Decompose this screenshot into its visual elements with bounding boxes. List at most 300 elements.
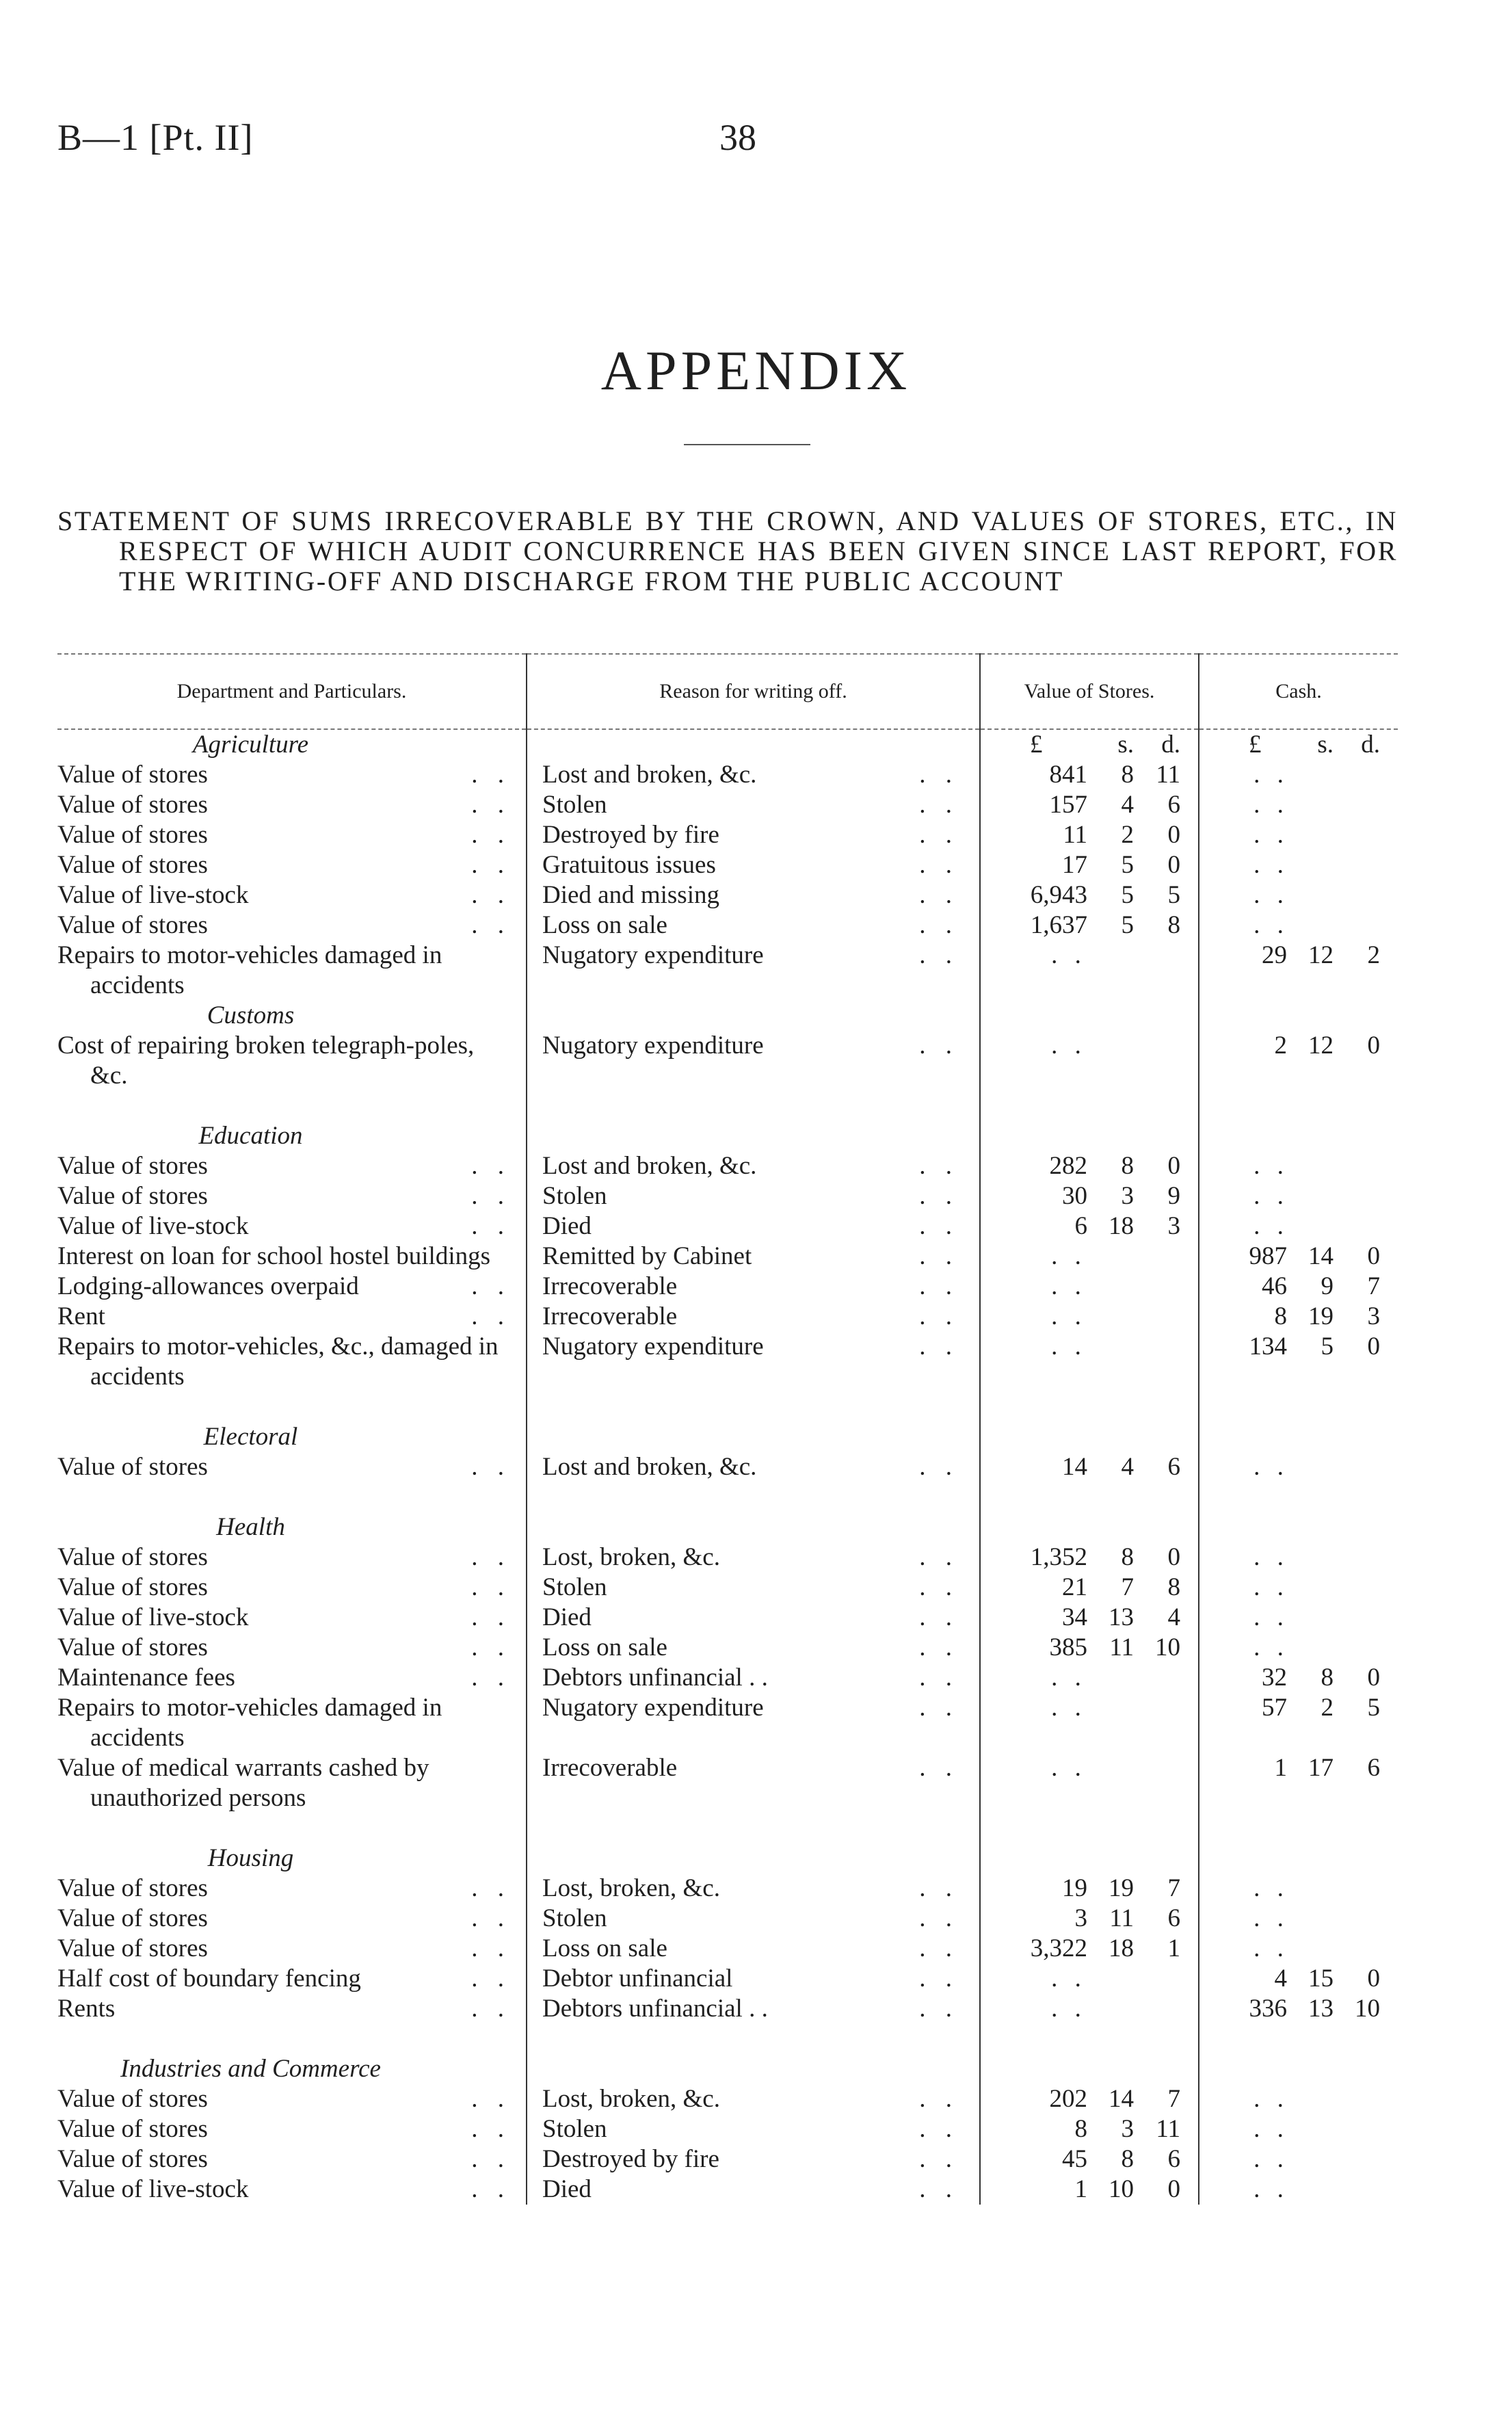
pence: 0 — [1367, 1332, 1380, 1361]
cash-value — [1199, 1181, 1398, 1211]
stores-value — [980, 760, 1199, 790]
pence: 10 — [1355, 1995, 1380, 2023]
pounds: 34 — [1062, 1603, 1087, 1631]
particular-cell — [57, 760, 527, 790]
empty-cell — [527, 1843, 980, 1874]
reason: Nugatory expenditure — [542, 941, 764, 969]
reason: Nugatory expenditure — [542, 1694, 764, 1722]
pence: 5 — [1367, 1694, 1380, 1722]
table-row — [57, 1994, 1398, 2024]
empty-cell — [527, 1813, 980, 1843]
column-header-value: Value of Stores. — [980, 654, 1199, 729]
leader-dots: . . — [471, 1664, 511, 1692]
pounds: 29 — [1262, 941, 1287, 969]
department-heading-row — [57, 1512, 1398, 1542]
leader-dots: . . — [919, 2175, 959, 2203]
stores-value-amount — [981, 1904, 1198, 1934]
spacer-row — [57, 1813, 1398, 1843]
cash-value-dots: . . — [1254, 2085, 1289, 2113]
leader-dots: . . — [919, 1603, 959, 1631]
leader-dots: . . — [471, 881, 511, 909]
cash-value-amount — [1199, 1693, 1398, 1723]
shillings: 7 — [1121, 1573, 1134, 1601]
cash-value-dots: . . — [1254, 821, 1289, 849]
particular: Interest on loan for school hostel buildings — [57, 1242, 491, 1270]
particular: Value of stores — [57, 2085, 208, 2113]
empty-cell — [980, 1392, 1199, 1422]
stores-value — [980, 1573, 1199, 1603]
particular-cell — [57, 941, 527, 1001]
shillings: 12 — [1308, 1031, 1334, 1060]
table-row — [57, 1753, 1398, 1813]
stores-value — [980, 1693, 1199, 1753]
cash-value-dots: . . — [1254, 1603, 1289, 1631]
particular-cell — [57, 1603, 527, 1633]
particular: Rents — [57, 1995, 116, 2023]
cash-value-amount — [1199, 1241, 1398, 1272]
pounds: 17 — [1062, 851, 1087, 879]
pence: 0 — [1167, 821, 1180, 849]
table-row — [57, 760, 1398, 790]
department-name: Agriculture — [57, 729, 527, 760]
department-name: Electoral — [57, 1422, 527, 1452]
leader-dots: . . — [919, 791, 959, 819]
particular: Value of stores — [57, 851, 208, 879]
stores-value — [980, 850, 1199, 880]
shillings: 18 — [1109, 1934, 1134, 1962]
cash-value — [1199, 820, 1398, 850]
leader-dots: . . — [471, 821, 511, 849]
reason: Debtor unfinancial — [542, 1964, 733, 1993]
stores-value-amount — [981, 1211, 1198, 1241]
stores-value — [980, 1663, 1199, 1693]
stores-value-amount — [981, 820, 1198, 850]
pounds: 8 — [1074, 2115, 1087, 2143]
particular-cell — [57, 880, 527, 910]
currency-units-cash — [1199, 1001, 1398, 1031]
cash-value-dots: . . — [1254, 761, 1289, 789]
shillings: 5 — [1121, 881, 1134, 909]
reason: Nugatory expenditure — [542, 1031, 764, 1060]
particular: Value of stores — [57, 2115, 208, 2143]
department-heading-row — [57, 1001, 1398, 1031]
leader-dots: . . — [471, 1934, 511, 1962]
particular: Value of stores — [57, 1573, 208, 1601]
empty-cell — [527, 1512, 980, 1542]
table-row — [57, 2174, 1398, 2205]
particular-cell — [57, 820, 527, 850]
cash-value-dots: . . — [1254, 2175, 1289, 2203]
shillings: 19 — [1109, 1874, 1134, 1902]
reason: Died — [542, 2175, 592, 2203]
table-row — [57, 1874, 1398, 1904]
reason: Died — [542, 1603, 592, 1631]
table-row — [57, 910, 1398, 941]
particular-cell — [57, 910, 527, 941]
empty-cell — [527, 1001, 980, 1031]
leader-dots: . . — [919, 1031, 959, 1060]
page-title: APPENDIX — [600, 339, 912, 402]
reason-cell — [527, 1603, 980, 1633]
reason-cell — [527, 1904, 980, 1934]
stores-value — [980, 1241, 1199, 1272]
empty-cell — [57, 1392, 527, 1422]
pounds: 841 — [1049, 761, 1087, 789]
table-row — [57, 1542, 1398, 1573]
particular: Value of stores — [57, 1182, 208, 1210]
leader-dots: . . — [471, 761, 511, 789]
particular-cell — [57, 1272, 527, 1302]
statement-heading — [57, 506, 1398, 596]
cash-value — [1199, 941, 1398, 1001]
reason-cell — [527, 1332, 980, 1392]
currency-unit-shilling: s. — [1317, 731, 1334, 759]
particular-cell — [57, 1964, 527, 1994]
particular: Cost of repairing broken telegraph-poles, &c. — [57, 1031, 475, 1090]
reason-cell — [527, 1753, 980, 1813]
table-row — [57, 1241, 1398, 1272]
leader-dots: . . — [919, 1904, 959, 1932]
particular: Repairs to motor-vehicles damaged in accidents — [57, 1694, 442, 1752]
department-heading-row — [57, 2054, 1398, 2084]
pounds: 3,322 — [1030, 1934, 1087, 1962]
particular: Repairs to motor-vehicles damaged in accidents — [57, 941, 442, 999]
particular-cell — [57, 1934, 527, 1964]
leader-dots: . . — [471, 1302, 511, 1330]
leader-dots: . . — [471, 1633, 511, 1661]
pounds: 987 — [1249, 1242, 1287, 1270]
reason: Died and missing — [542, 881, 719, 909]
particular-cell — [57, 1332, 527, 1392]
reason-cell — [527, 2114, 980, 2144]
particular: Value of stores — [57, 1543, 208, 1571]
cash-value — [1199, 910, 1398, 941]
stores-value-dots: . . — [1051, 1242, 1087, 1270]
particular: Value of stores — [57, 821, 208, 849]
reason-cell — [527, 2144, 980, 2174]
stores-value — [980, 1874, 1199, 1904]
currency-units-value — [980, 1843, 1199, 1874]
empty-cell — [57, 1482, 527, 1512]
table-row — [57, 1693, 1398, 1753]
leader-dots: . . — [919, 941, 959, 969]
shillings: 13 — [1308, 1995, 1334, 2023]
stores-value-amount — [981, 1603, 1198, 1633]
table-row — [57, 1964, 1398, 1994]
cash-value — [1199, 1211, 1398, 1241]
table-row — [57, 1211, 1398, 1241]
stores-value-amount — [981, 1633, 1198, 1663]
empty-cell — [527, 729, 980, 760]
currency-units — [981, 730, 1198, 760]
table-row — [57, 1934, 1398, 1964]
leader-dots: . . — [471, 1573, 511, 1601]
leader-dots: . . — [471, 2085, 511, 2113]
leader-dots: . . — [919, 1272, 959, 1300]
reason: Irrecoverable — [542, 1272, 678, 1300]
empty-cell — [527, 2054, 980, 2084]
cash-value-amount — [1199, 1994, 1398, 2024]
cash-value — [1199, 1302, 1398, 1332]
shillings: 11 — [1109, 1904, 1134, 1932]
empty-cell — [1199, 2024, 1398, 2054]
department-heading-row — [57, 1121, 1398, 1151]
pounds: 21 — [1062, 1573, 1087, 1601]
department-heading-row — [57, 1843, 1398, 1874]
reason-cell — [527, 1031, 980, 1091]
table-row — [57, 1181, 1398, 1211]
particular-cell — [57, 1994, 527, 2024]
currency-units-value — [980, 1422, 1199, 1452]
stores-value — [980, 1272, 1199, 1302]
shillings: 8 — [1121, 1152, 1134, 1180]
reason-cell — [527, 1452, 980, 1482]
stores-value — [980, 1603, 1199, 1633]
table-row — [57, 1603, 1398, 1633]
pounds: 6,943 — [1030, 881, 1087, 909]
leader-dots: . . — [919, 821, 959, 849]
particular-cell — [57, 850, 527, 880]
cash-value — [1199, 1964, 1398, 1994]
cash-value-dots: . . — [1254, 911, 1289, 939]
cash-value-amount — [1199, 1272, 1398, 1302]
page-number: 38 — [719, 117, 756, 158]
currency-unit-pence: d. — [1161, 731, 1180, 759]
stores-value — [980, 910, 1199, 941]
pounds: 1,637 — [1030, 911, 1087, 939]
leader-dots: . . — [919, 881, 959, 909]
pence: 3 — [1167, 1212, 1180, 1240]
particular-cell — [57, 1151, 527, 1181]
cash-value — [1199, 1934, 1398, 1964]
stores-value — [980, 1031, 1199, 1091]
table-row — [57, 1302, 1398, 1332]
shillings: 11 — [1109, 1633, 1134, 1661]
leader-dots: . . — [471, 2175, 511, 2203]
cash-value — [1199, 1633, 1398, 1663]
pence: 7 — [1167, 2085, 1180, 2113]
particular: Value of stores — [57, 2145, 208, 2173]
reason-cell — [527, 850, 980, 880]
reason-cell — [527, 2084, 980, 2114]
pence: 0 — [1367, 1664, 1380, 1692]
cash-value — [1199, 2174, 1398, 2205]
cash-value — [1199, 1452, 1398, 1482]
empty-cell — [57, 1813, 527, 1843]
reason: Gratuitous issues — [542, 851, 716, 879]
cash-value — [1199, 790, 1398, 820]
cash-value-dots: . . — [1254, 1453, 1289, 1481]
pence: 4 — [1167, 1603, 1180, 1631]
stores-value — [980, 2114, 1199, 2144]
cash-value-amount — [1199, 1302, 1398, 1332]
reason: Stolen — [542, 791, 607, 819]
stores-value-dots: . . — [1051, 1031, 1087, 1060]
stores-value-amount — [981, 1542, 1198, 1573]
pence: 10 — [1155, 1633, 1180, 1661]
reason: Stolen — [542, 1573, 607, 1601]
currency-units-cash — [1199, 1121, 1398, 1151]
pence: 5 — [1167, 881, 1180, 909]
reason-cell — [527, 1241, 980, 1272]
pence: 6 — [1167, 2145, 1180, 2173]
statement-text: STATEMENT OF SUMS IRRECOVERABLE BY THE CROWN, AND VALUES OF STORES, ETC., IN RESPECT OF WHICH AUDIT CONCURRENCE HAS BEEN GIVEN SINCE LAST REPORT, FOR THE WRITING-OFF AND DISCHARGE FROM THE PUBLIC ACCOUNT — [57, 505, 1398, 596]
table-row — [57, 2084, 1398, 2114]
reason-cell — [527, 2174, 980, 2205]
shillings: 8 — [1121, 1543, 1134, 1571]
shillings: 17 — [1308, 1754, 1334, 1782]
empty-cell — [57, 1091, 527, 1121]
currency-unit-pound: £ — [1030, 731, 1043, 759]
reason-cell — [527, 1633, 980, 1663]
table-row — [57, 1332, 1398, 1392]
leader-dots: . . — [471, 1543, 511, 1571]
table-row — [57, 1573, 1398, 1603]
stores-value — [980, 1542, 1199, 1573]
column-header-cash: Cash. — [1199, 654, 1398, 729]
pence: 0 — [1367, 1242, 1380, 1270]
pounds: 4 — [1274, 1964, 1287, 1993]
empty-cell — [980, 1091, 1199, 1121]
leader-dots: . . — [471, 791, 511, 819]
currency-units-cash — [1199, 729, 1398, 760]
reason-cell — [527, 880, 980, 910]
document-reference: B—1 [Pt. II] — [57, 117, 254, 158]
stores-value — [980, 1753, 1199, 1813]
currency-unit-pound: £ — [1249, 731, 1262, 759]
pounds: 1 — [1074, 2175, 1087, 2203]
particular-cell — [57, 1663, 527, 1693]
shillings: 14 — [1109, 2085, 1134, 2113]
particular-cell — [57, 1452, 527, 1482]
empty-cell — [1199, 1392, 1398, 1422]
particular-cell — [57, 1211, 527, 1241]
shillings: 3 — [1121, 2115, 1134, 2143]
pounds: 134 — [1249, 1332, 1287, 1361]
stores-value — [980, 1302, 1199, 1332]
leader-dots: . . — [919, 2145, 959, 2173]
reason-cell — [527, 760, 980, 790]
particular-cell — [57, 2174, 527, 2205]
currency-units — [1199, 730, 1398, 760]
cash-value — [1199, 1603, 1398, 1633]
particular: Maintenance fees — [57, 1664, 235, 1692]
shillings: 5 — [1121, 851, 1134, 879]
pounds: 11 — [1063, 821, 1087, 849]
stores-value — [980, 880, 1199, 910]
empty-cell — [527, 1422, 980, 1452]
currency-units-cash — [1199, 2054, 1398, 2084]
pence: 7 — [1367, 1272, 1380, 1300]
stores-value-amount — [981, 910, 1198, 941]
shillings: 5 — [1321, 1332, 1334, 1361]
reason-cell — [527, 1181, 980, 1211]
reason-cell — [527, 1964, 980, 1994]
pounds: 8 — [1274, 1302, 1287, 1330]
reason: Lost and broken, &c. — [542, 761, 757, 789]
column-header-reason: Reason for writing off. — [527, 654, 980, 729]
stores-value — [980, 1332, 1199, 1392]
stores-value-dots: . . — [1051, 1332, 1087, 1361]
pounds: 336 — [1249, 1995, 1287, 2023]
leader-dots: . . — [471, 2115, 511, 2143]
stores-value-amount — [981, 850, 1198, 880]
leader-dots: . . — [471, 851, 511, 879]
pounds: 282 — [1049, 1152, 1087, 1180]
currency-units-cash — [1199, 1422, 1398, 1452]
stores-value-dots: . . — [1051, 1694, 1087, 1722]
cash-value-dots: . . — [1254, 1543, 1289, 1571]
cash-value-dots: . . — [1254, 881, 1289, 909]
department-name: Customs — [57, 1001, 527, 1031]
pounds: 1,352 — [1030, 1543, 1087, 1571]
leader-dots: . . — [471, 1182, 511, 1210]
shillings: 2 — [1121, 821, 1134, 849]
cash-value — [1199, 1272, 1398, 1302]
table-row — [57, 1031, 1398, 1091]
currency-unit-shilling: s. — [1117, 731, 1134, 759]
table-body — [57, 729, 1398, 2205]
cash-value-amount — [1199, 1332, 1398, 1362]
leader-dots: . . — [919, 1964, 959, 1993]
cash-value — [1199, 1151, 1398, 1181]
stores-value — [980, 2084, 1199, 2114]
cash-value — [1199, 850, 1398, 880]
shillings: 8 — [1321, 1664, 1334, 1692]
cash-value — [1199, 1542, 1398, 1573]
reason-cell — [527, 1272, 980, 1302]
particular: Value of live-stock — [57, 1212, 249, 1240]
table-row — [57, 1272, 1398, 1302]
stores-value — [980, 1181, 1199, 1211]
pounds: 202 — [1049, 2085, 1087, 2113]
cash-value-dots: . . — [1254, 851, 1289, 879]
cash-value-amount — [1199, 1663, 1398, 1693]
stores-value-amount — [981, 760, 1198, 790]
stores-value-amount — [981, 1934, 1198, 1964]
pounds: 46 — [1262, 1272, 1287, 1300]
department-name: Health — [57, 1512, 527, 1542]
reason: Destroyed by fire — [542, 821, 719, 849]
particular-cell — [57, 2144, 527, 2174]
leader-dots: . . — [919, 1573, 959, 1601]
cash-value-dots: . . — [1254, 1874, 1289, 1902]
stores-value — [980, 1904, 1199, 1934]
stores-value-amount — [981, 2084, 1198, 2114]
pounds: 57 — [1262, 1694, 1287, 1722]
leader-dots: . . — [919, 1182, 959, 1210]
stores-value — [980, 941, 1199, 1001]
table-row — [57, 880, 1398, 910]
cash-value — [1199, 1031, 1398, 1091]
shillings: 15 — [1308, 1964, 1334, 1993]
reason-cell — [527, 1151, 980, 1181]
leader-dots: . . — [471, 1874, 511, 1902]
pence: 6 — [1167, 791, 1180, 819]
write-off-table — [57, 653, 1398, 2205]
leader-dots: . . — [919, 1152, 959, 1180]
leader-dots: . . — [471, 2145, 511, 2173]
reason-cell — [527, 1693, 980, 1753]
shillings: 4 — [1121, 791, 1134, 819]
reason-cell — [527, 1211, 980, 1241]
department-heading-row — [57, 1422, 1398, 1452]
particular-cell — [57, 1241, 527, 1272]
reason-cell — [527, 1573, 980, 1603]
currency-units-value — [980, 2054, 1199, 2084]
leader-dots: . . — [919, 1874, 959, 1902]
empty-cell — [57, 2024, 527, 2054]
